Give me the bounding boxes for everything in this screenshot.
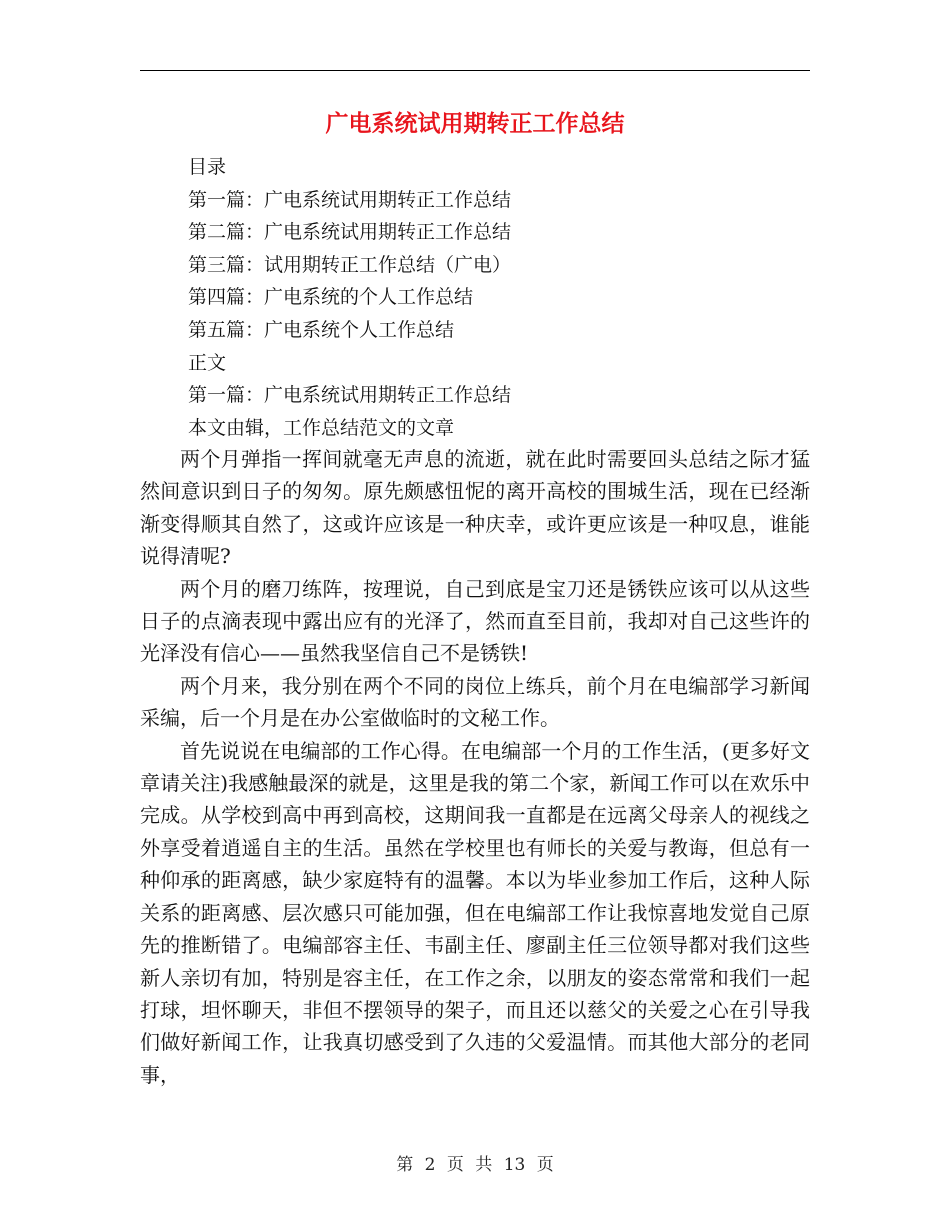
source-note: 本文由辑，工作总结范文的文章 bbox=[188, 416, 455, 439]
paragraph: 两个月弹指一挥间就毫无声息的流逝，就在此时需要回头总结之际才猛然间意识到日子的匆匆。原先颇感忸怩的离开高校的围城生活，现在已经渐渐变得顺其自然了，这或许应该是一种庆幸，或许更应该是一种叹息，谁能说得清呢? bbox=[140, 447, 810, 569]
toc-heading: 目录 bbox=[188, 156, 227, 178]
document-title: 广电系统试用期转正工作总结 bbox=[325, 111, 625, 137]
table-of-contents bbox=[188, 151, 810, 444]
toc-item: 第二篇：广电系统试用期转正工作总结 bbox=[188, 221, 512, 244]
body-text bbox=[140, 443, 810, 1091]
section-heading: 第一篇：广电系统试用期转正工作总结 bbox=[188, 384, 512, 407]
header-rule bbox=[140, 70, 810, 71]
toc-item: 第一篇：广电系统试用期转正工作总结 bbox=[188, 188, 512, 211]
toc-item: 第五篇：广电系统个人工作总结 bbox=[188, 318, 455, 341]
paragraph: 两个月的磨刀练阵，按理说，自己到底是宝刀还是锈铁应该可以从这些日子的点滴表现中露出应有的光泽了，然而直至目前，我却对自己这些许的光泽没有信心——虽然我坚信自己不是锈铁! bbox=[140, 576, 810, 666]
page-footer: 第 2 页 共 13 页 bbox=[396, 1155, 554, 1175]
paragraph: 首先说说在电编部的工作心得。在电编部一个月的工作生活，(更多好文章请关注)我感触最深的就是，这里是我的第二个家，新闻工作可以在欢乐中完成。从学校到高中再到高校，这期间我一直都是在远离父母亲人的视线之外享受着逍遥自主的生活。虽然在学校里也有师长的关爱与教诲，但总有一种仰承的距离感，缺少家庭特有的温馨。本以为毕业参加工作后，这种人际关系的距离感、层次感只可能加强，但在电编部工作让我惊喜地发觉自己原先的推断错了。电编部容主任、韦副主任、廖副主任三位领导都对我们这些新人亲切有加，特别是容主任，在工作之余，以朋友的姿态常常和我们一起打球，坦怀聊天，非但不摆领导的架子，而且还以慈父的关爱之心在引导我们做好新闻工作，让我真切感受到了久违的父爱温情。而其他大部分的老同事， bbox=[140, 738, 810, 1087]
toc-item: 第四篇：广电系统的个人工作总结 bbox=[188, 286, 474, 309]
body-heading: 正文 bbox=[188, 351, 227, 374]
toc-item: 第三篇：试用期转正工作总结（广电） bbox=[188, 253, 512, 276]
paragraph: 两个月来，我分别在两个不同的岗位上练兵，前个月在电编部学习新闻采编，后一个月是在办公室做临时的文秘工作。 bbox=[140, 673, 810, 731]
